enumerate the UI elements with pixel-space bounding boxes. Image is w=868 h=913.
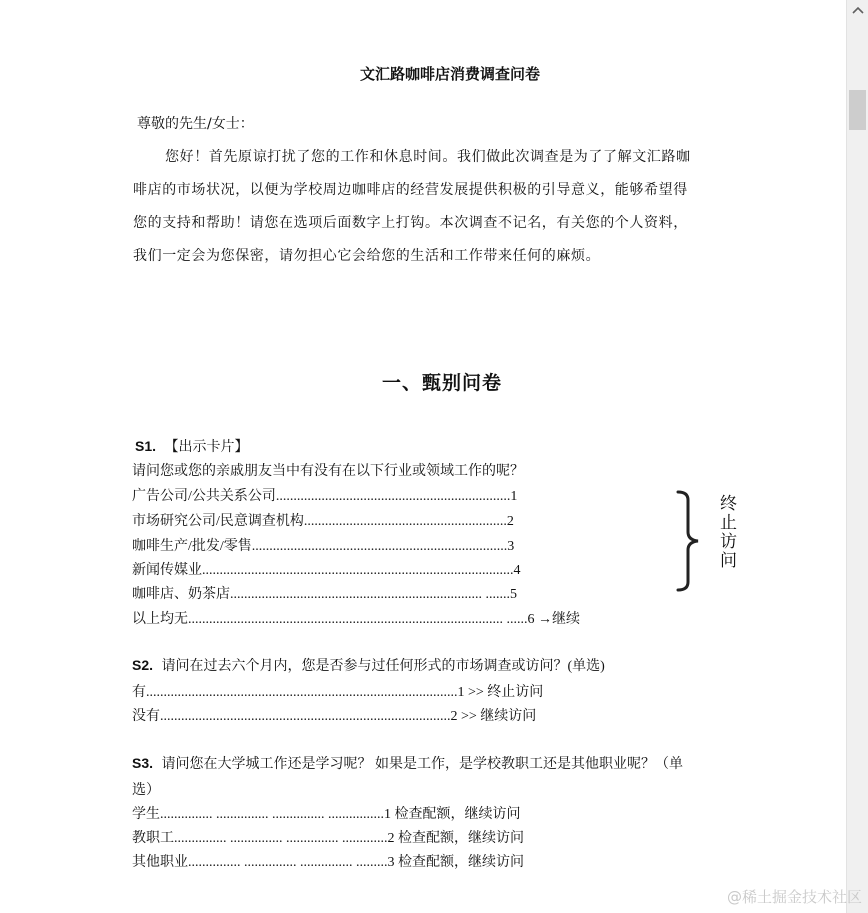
s1-option-4: 新闻传媒业.........................................................................................4 <box>132 563 521 578</box>
s3-question-line-2: 选） <box>132 783 160 798</box>
s1-question: 请问您或您的亲戚朋友当中有没有在以下行业或领域工作的呢？ <box>132 464 524 479</box>
s1-brace-label: 终止访问 <box>716 494 736 570</box>
s2-number: S2. <box>132 657 154 673</box>
s1-tag: 【出示卡片】 <box>164 439 249 455</box>
s2-question: 请问在过去六个月内，您是否参与过任何形式的市场调查或访问？(单选) <box>161 659 605 674</box>
document-title: 文汇路咖啡店消费调查问卷 <box>359 65 540 83</box>
s1-option-6: 以上均无.......................................................................................... ......6 →继续 <box>132 612 580 627</box>
s2-option-1: 有.........................................................................................1 >> 终止访问 <box>132 685 544 700</box>
s3-question-line-1: 请问您在大学城工作还是学习呢？ 如果是工作，是学校教职工还是其他职业呢？（单 <box>161 757 683 772</box>
s2-option-2: 没有...................................................................................2 >> 继续访问 <box>132 709 537 724</box>
s1-option-5: 咖啡店、奶茶店........................................................................ .......5 <box>132 587 517 602</box>
s3-option-1: 学生............... ............... ............... ................1 检查配额，继续访问 <box>132 807 521 822</box>
s1-number: S1. <box>135 438 157 454</box>
intro-line-4: 我们一定会为您保密，请勿担心它会给您的生活和工作带来任何的麻烦。 <box>133 248 601 264</box>
s3-option-3: 其他职业............... ............... ............... .........3 检查配额，继续访问 <box>132 855 524 870</box>
watermark: @稀土掘金技术社区 <box>726 888 862 906</box>
s3-header <box>132 753 683 773</box>
s1-option-3: 咖啡生产/批发/零售.........................................................................3 <box>132 539 515 554</box>
s1-option-1: 广告公司/公共关系公司...................................................................1 <box>132 489 518 504</box>
intro-line-2: 啡店的市场状况，以便为学校周边咖啡店的经营发展提供积极的引导意义，能够希望得 <box>133 182 688 198</box>
greeting: 尊敬的先生/女士： <box>137 116 254 132</box>
intro-line-3: 您的支持和帮助！请您在选项后面数字上打钩。本次调查不记名，有关您的个人资料， <box>133 215 688 231</box>
s1-option-2: 市场研究公司/民意调查机构..........................................................2 <box>132 514 514 529</box>
s3-number: S3. <box>132 755 154 771</box>
curly-brace-icon <box>676 490 702 592</box>
s1-header <box>135 436 248 456</box>
scrollbar-thumb[interactable] <box>849 90 866 130</box>
vertical-scrollbar[interactable] <box>846 0 868 913</box>
intro-line-1: 您好！首先原谅打扰了您的工作和休息时间。我们做此次调查是为了了解文汇路咖 <box>165 149 691 165</box>
scroll-up-arrow-icon[interactable] <box>847 0 868 22</box>
s2-header <box>132 655 605 675</box>
s3-option-2: 教职工............... ............... ............... .............2 检查配额，继续访问 <box>132 831 524 846</box>
section-title: 一、甄别问卷 <box>382 372 503 394</box>
